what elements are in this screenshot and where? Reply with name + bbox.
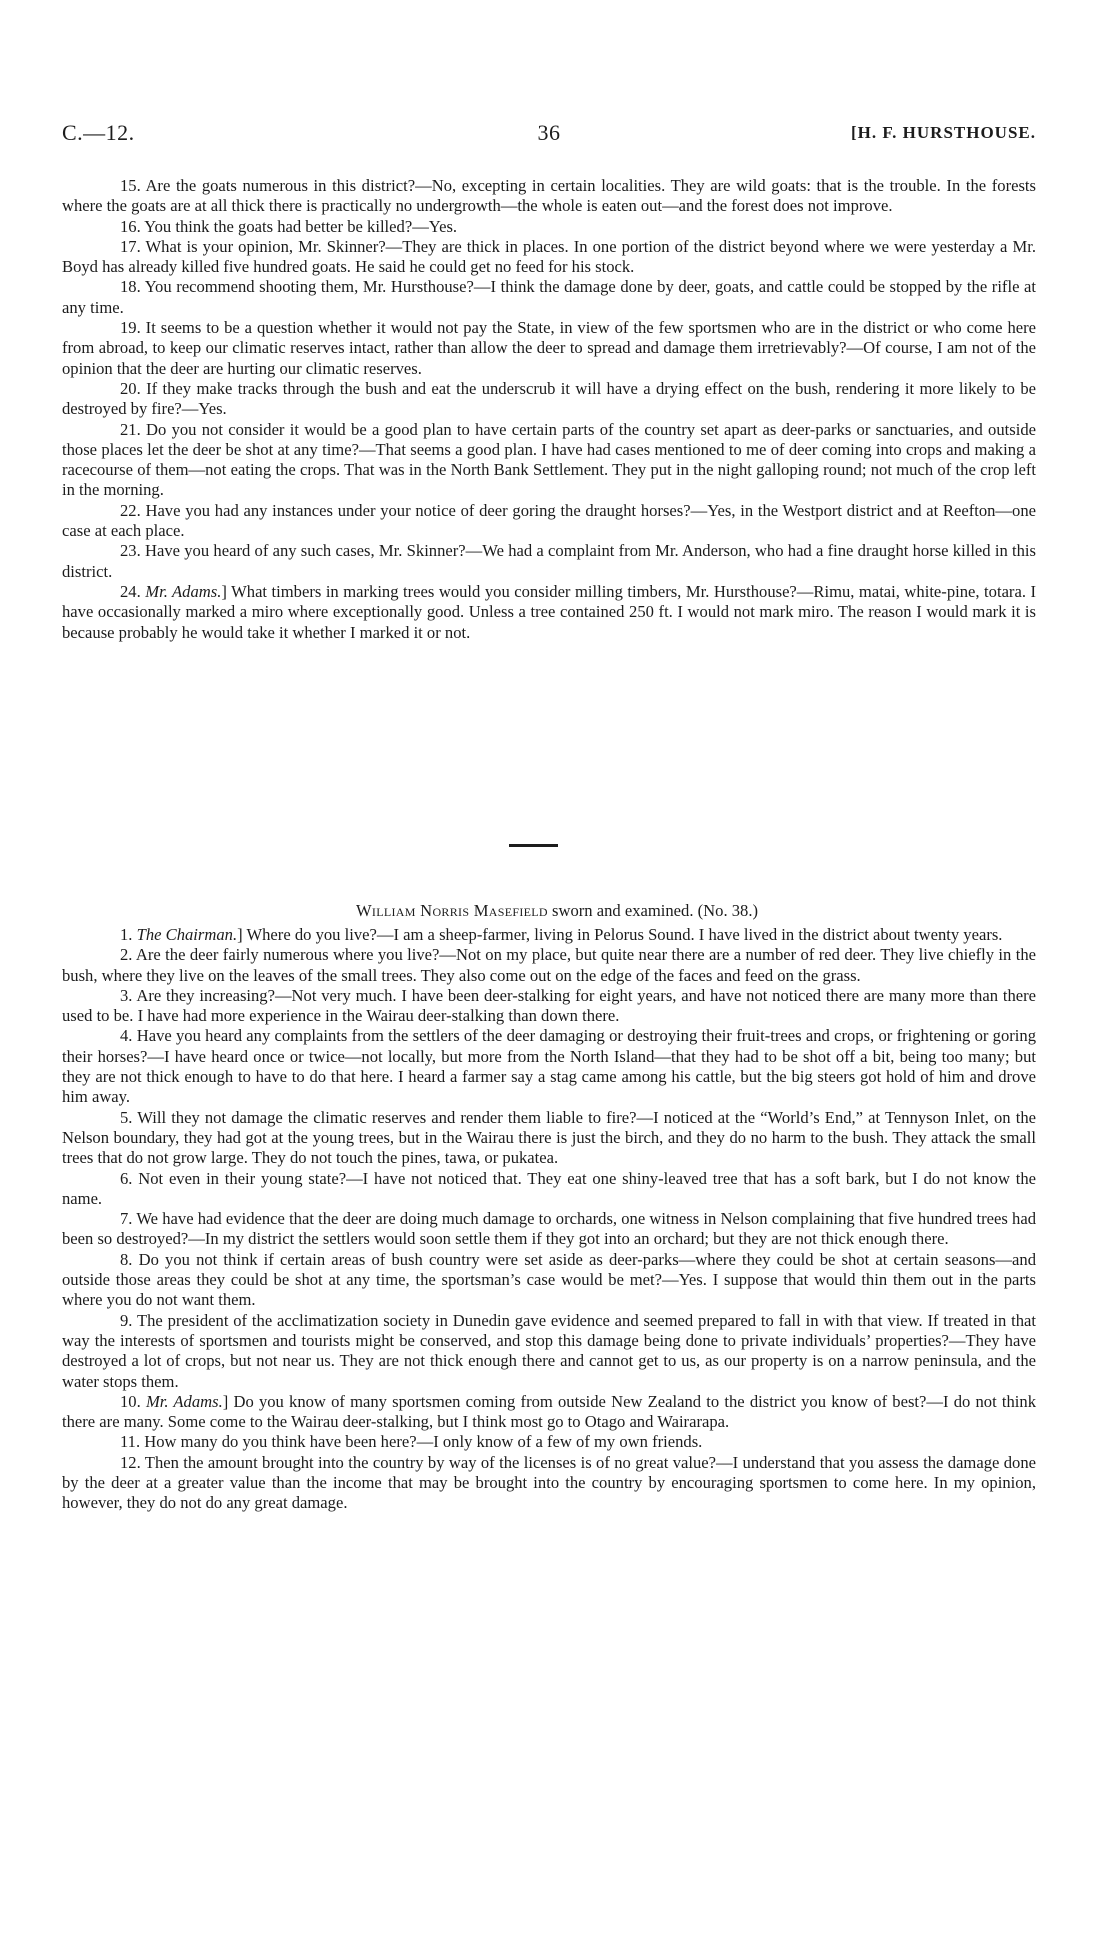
question-answer-paragraph xyxy=(62,1392,1036,1433)
paragraph-text: 3. Are they increasing?—Not very much. I have been deer-stalking for eight years, and have not noticed there are many more than there used to be. I have had more experience in the Wairau deer-stalking than down there. xyxy=(62,985,1036,1026)
question-answer-paragraph xyxy=(62,176,1036,217)
paragraph-text: 6. Not even in their young state?—I have not noticed that. They eat one shiny-leaved tree that has a soft bark, but I do not know the name. xyxy=(62,1168,1036,1208)
question-answer-paragraph xyxy=(62,1108,1036,1169)
paragraph-text: 9. The president of the acclimatization society in Dunedin gave evidence and seemed prepared to fall in with that view. If treated in that way the interests of sportsmen and tourists might be conserved, and stop this damage being done to private individuals’ properties?—They have destroyed a lot of crops, but not near us. They are not thick enough there and cannot get to us, as our property is on a narrow peninsula, and the water stops them. xyxy=(62,1310,1036,1391)
question-number: 10. xyxy=(120,1391,146,1411)
paragraph-text: 7. We have had evidence that the deer are doing much damage to orchards, one witness in Nelson complaining that five hundred trees had been so destroyed?—In my district the settlers would soon settle them if they got into an orchard; but they are not thick enough there. xyxy=(62,1209,1036,1249)
paragraph-text: 20. If they make tracks through the bush and eat the underscrub it will have a drying effect on the bush, rendering it more likely to be destroyed by fire?—Yes. xyxy=(62,378,1036,419)
witness-heading-rest: sworn and examined. (No. 38.) xyxy=(547,901,759,920)
witness-name: William Norris Masefield xyxy=(355,901,548,920)
paragraph-text: 8. Do you not think if certain areas of bush country were set aside as deer-parks—where they could be shot at certain seasons—and outside those areas they could be shot at any time, the sportsman’s case would be met?—Yes. I suppose that would thin them out in the parts where you do not want them. xyxy=(62,1249,1036,1310)
question-answer-paragraph xyxy=(62,237,1036,278)
paragraph-text: 16. You think the goats had better be killed?—Yes. xyxy=(120,216,458,236)
question-answer-paragraph xyxy=(62,501,1036,542)
paragraph-text: 2. Are the deer fairly numerous where you live?—Not on my place, but quite near there are a number of red deer. They live chiefly in the bush, where they live on the leaves of the small trees. They also come out on the edge of the faces and feed on the grass. xyxy=(62,945,1036,985)
question-answer-paragraph xyxy=(62,1169,1036,1210)
question-answer-paragraph xyxy=(62,318,1036,379)
question-answer-paragraph xyxy=(62,277,1036,318)
page-header xyxy=(62,120,1036,150)
question-answer-paragraph xyxy=(62,1209,1036,1250)
paragraph-text: 12. Then the amount brought into the country by way of the licenses is of no great value?—I understand that you assess the damage done by the deer at a greater value than the income that may be brought into the country by encouraging sportsmen to come here. In my opinion, however, they do not do any great damage. xyxy=(62,1452,1036,1513)
paragraph-text: 22. Have you had any instances under your notice of deer goring the draught horses?—Yes, in the Westport district and at Reefton—one case at each place. xyxy=(62,500,1036,541)
paragraph-text: 19. It seems to be a question whether it would not pay the State, in view of the few sportsmen who are in the district or who come here from abroad, to keep our climatic reserves intact, rather than allow the deer to spread and damage them irretrievably?—Of course, I am not of the opinion that the deer are hurting our climatic reserves. xyxy=(62,318,1036,378)
paragraph-text: 15. Are the goats numerous in this district?—No, excepting in certain localities. They are wild goats: that is the trouble. In the forests where the goats are at all thick there is practically no undergrowth—the whole is eaten out—and the forest does not improve. xyxy=(62,176,1036,216)
paragraph-text: 18. You recommend shooting them, Mr. Hursthouse?—I think the damage done by deer, goats, and cattle could be stopped by the rifle at any time. xyxy=(62,277,1036,317)
paragraph-text: 4. Have you heard any complaints from the settlers of the deer damaging or destroying their fruit-trees and crops, or frightening or goring their horses?—I have heard once or twice—not locally, but more from the North Island—that they had to be shot off a bit, being too many; but they are not thick enough to have to do that here. I heard a farmer say a stag came among his cattle, but the big steers got hold of him and drove him away. xyxy=(62,1026,1036,1107)
question-number: 24. xyxy=(120,581,146,601)
paragraph-text: 17. What is your opinion, Mr. Skinner?—They are thick in places. In one portion of the district beyond where we were yesterday a Mr. Boyd has already killed five hundred goats. He said he could get no feed for his stock. xyxy=(62,236,1036,277)
witness-running-head: [H. F. HURSTHOUSE. xyxy=(850,123,1036,142)
question-answer-paragraph xyxy=(62,1453,1036,1514)
speaker-name: Mr. Adams. xyxy=(145,581,222,601)
question-number: 1. xyxy=(120,925,137,944)
question-answer-paragraph xyxy=(62,217,1036,237)
paragraph-text: 11. How many do you think have been here?—I only know of a few of my own friends. xyxy=(120,1432,703,1452)
paragraph-text: ] Do you know of many sportsmen coming from outside New Zealand to the district you know of best?—I do not think there are many. Some come to the Wairau deer-stalking, but I think most go to Otago and Wairarapa. xyxy=(62,1391,1036,1432)
question-answer-paragraph xyxy=(62,1026,1036,1107)
question-answer-paragraph xyxy=(62,541,1036,582)
witness-heading xyxy=(0,901,1114,921)
question-answer-paragraph xyxy=(62,986,1036,1027)
speaker-name: The Chairman. xyxy=(136,925,238,944)
paragraph-text: ] Where do you live?—I am a sheep-farmer, living in Pelorus Sound. I have lived in the district about twenty years. xyxy=(237,925,1003,944)
testimony-section-hursthouse xyxy=(62,176,1036,643)
testimony-section-masefield xyxy=(62,925,1036,1514)
paragraph-text: 21. Do you not consider it would be a good plan to have certain parts of the country set apart as deer-parks or sanctuaries, and outside those places let the deer be shot at any time?—That seems a good plan. I have had cases mentioned to me of deer coming into crops and making a racecourse of them—not eating the crops. That was in the North Bank Settlement. They put in the night galloping round; not much of the crop left in the morning. xyxy=(62,419,1036,500)
paragraph-text: ] What timbers in marking trees would you consider milling timbers, Mr. Hursthouse?—Rimu, matai, white-pine, totara. I have occasionally marked a miro where exceptionally good. Unless a tree contained 250 ft. I would not mark miro. The reason I would mark it is because probably he would take it whether I marked it or not. xyxy=(62,581,1037,642)
question-answer-paragraph xyxy=(62,1432,1036,1452)
question-answer-paragraph xyxy=(62,945,1036,986)
question-answer-paragraph xyxy=(62,925,1036,945)
speaker-name: Mr. Adams. xyxy=(145,1391,223,1411)
section-divider xyxy=(509,844,558,847)
document-reference: C.—12. xyxy=(62,120,135,145)
question-answer-paragraph xyxy=(62,420,1036,501)
question-answer-paragraph xyxy=(62,1311,1036,1392)
paragraph-text: 5. Will they not damage the climatic reserves and render them liable to fire?—I noticed at the “World’s End,” at Tennyson Inlet, on the Nelson boundary, they had got at the young trees, but in the Wairau there is just the birch, and they do no harm to the bush. They attack the small trees that do not grow large. They do not touch the pines, tawa, or pukatea. xyxy=(62,1107,1036,1168)
page-number: 36 xyxy=(537,120,561,145)
question-answer-paragraph xyxy=(62,1250,1036,1311)
question-answer-paragraph xyxy=(62,582,1036,643)
paragraph-text: 23. Have you heard of any such cases, Mr. Skinner?—We had a complaint from Mr. Anderson, who had a fine draught horse killed in this district. xyxy=(62,541,1036,581)
question-answer-paragraph xyxy=(62,379,1036,420)
